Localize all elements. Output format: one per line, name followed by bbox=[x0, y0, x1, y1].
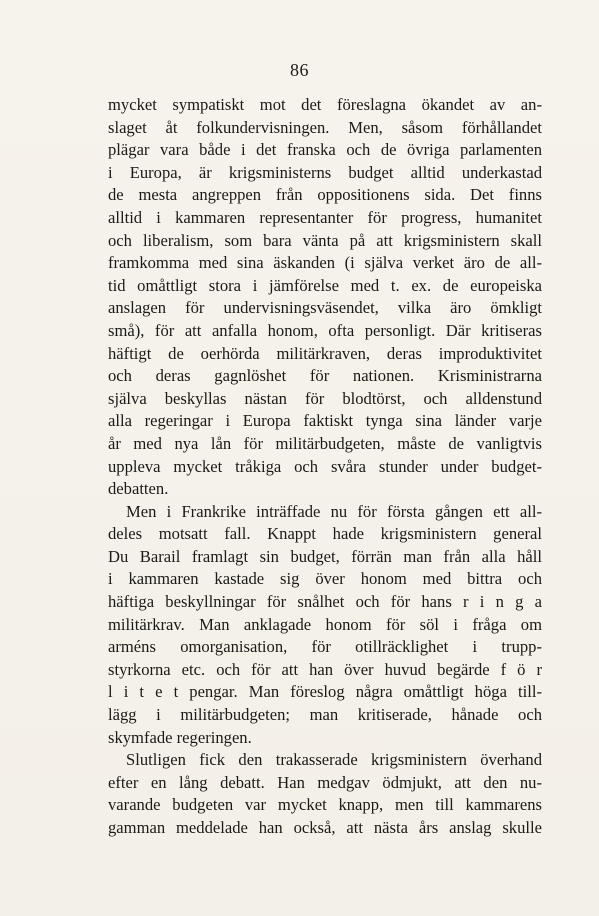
text-line: Men i Frankrike inträffade nu för första gången ett all- bbox=[126, 501, 542, 521]
text-line: plägar vara både i det franska och de övriga parlamenten bbox=[108, 140, 542, 160]
text-line: Slutligen fick den trakasserade krigsministern överhand bbox=[126, 750, 542, 770]
text-line: anslagen för undervisningsväsendet, vilka äro ömkligt bbox=[108, 298, 542, 318]
text-line: i kammaren kastade sig över honom med bittra och bbox=[108, 569, 542, 589]
text-line: häftiga beskyllningar för snålhet och för hans r i n g a bbox=[108, 592, 542, 612]
text-line: styrkorna etc. och för att han över huvud begärde f ö r bbox=[108, 659, 542, 679]
text-line: själva beskyllas nästan för blodtörst, och alldenstund bbox=[108, 388, 542, 408]
text-line: debatten. bbox=[108, 479, 169, 499]
page-number: 86 bbox=[290, 60, 309, 80]
text-line: deles motsatt fall. Knappt hade krigsministern general bbox=[108, 524, 542, 544]
text-line: skymfade regeringen. bbox=[108, 727, 252, 747]
text-line: tid omåttligt stora i jämförelse med t. ex. de europeiska bbox=[108, 275, 542, 295]
text-line: gamman meddelade han också, att nästa års anslag skulle bbox=[108, 818, 542, 837]
text-line: arméns omorganisation, för otillräcklighet i trupp- bbox=[108, 637, 542, 657]
text-line: framkomma med sina äskanden (i själva verket äro de all- bbox=[108, 253, 542, 273]
body-text bbox=[108, 94, 542, 840]
text-line: lägg i militärbudgeten; man kritiserade, hånade och bbox=[108, 705, 542, 725]
text-line: och deras gagnlöshet för nationen. Krisministrarna bbox=[108, 366, 542, 386]
text-line: häftigt de oerhörda militärkraven, deras improduktivitet bbox=[108, 343, 542, 363]
text-line: alla regeringar i Europa faktiskt tynga sina länder varje bbox=[108, 411, 542, 431]
text-line: Du Barail framlagt sin budget, förrän man från alla håll bbox=[108, 546, 542, 566]
text-line: varande budgeten var mycket knapp, men till kammarens bbox=[108, 795, 542, 815]
text-line: alltid i kammaren representanter för progress, humanitet bbox=[108, 207, 542, 227]
text-line: militärkrav. Man anklagade honom för söl i fråga om bbox=[108, 614, 542, 634]
text-line: l i t e t pengar. Man föreslog några omåttligt höga till- bbox=[108, 682, 542, 702]
text-line: mycket sympatiskt mot det föreslagna ökandet av an- bbox=[108, 95, 542, 114]
text-line: slaget åt folkundervisningen. Men, såsom förhållandet bbox=[108, 117, 542, 137]
text-line: uppleva mycket tråkiga och svåra stunder under budget- bbox=[108, 456, 542, 476]
text-line: år med nya lån för militärbudgeten, måste de vanligtvis bbox=[108, 433, 542, 453]
text-line: och liberalism, som bara vänta på att krigsministern skall bbox=[108, 230, 542, 250]
text-line: efter en lång debatt. Han medgav ödmjukt, att den nu- bbox=[108, 772, 542, 792]
text-line: små), för att anfalla honom, ofta personligt. Där kritiseras bbox=[108, 320, 542, 340]
text-line: de mesta angreppen från oppositionens sida. Det finns bbox=[108, 185, 542, 205]
text-line: i Europa, är krigsministerns budget alltid underkastad bbox=[108, 162, 542, 182]
